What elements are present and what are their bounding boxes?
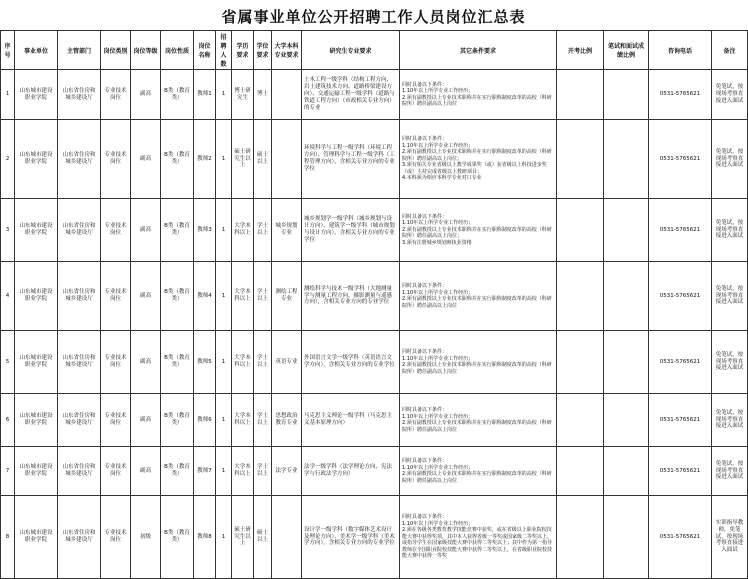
- condition-line: 同时具备以下条件：: [402, 458, 448, 464]
- cell-phone: 0531-5765621: [649, 262, 712, 331]
- cell-ratio: [557, 262, 604, 331]
- cell-no: 7: [1, 447, 15, 496]
- cell-note: 实训指导教师，免笔试，按现场考察直接进入面试: [712, 496, 748, 579]
- condition-line: 1.10年以上所学专业工作经历；: [402, 520, 474, 527]
- cell-nature: B类（教育类）: [161, 120, 194, 199]
- condition-line: 2.须在各级各类教育教学技能竞赛中获奖，或在省级以上职业院校技能大赛中获得奖项，其中本人获得省级一等奖或国家级二等奖以上，或指导学生在国家级技能大赛中获得二等奖以上；其中作为第一指导教师在全国职业院校技能大赛中获得二等奖以上，在省级职业院校技能大赛中获得一等奖: [402, 527, 553, 560]
- table-row: [1, 120, 748, 199]
- cell-edu: 大学本科以上: [232, 262, 254, 331]
- cell-level: 副高: [131, 394, 161, 447]
- cell-unit: 山东城市建设职业学院: [15, 262, 58, 331]
- cell-phone: 0531-5765621: [649, 331, 712, 394]
- cell-category: 专业技术岗位: [101, 70, 131, 120]
- header-dept: 主管部门: [58, 31, 101, 70]
- cell-no: 8: [1, 496, 15, 579]
- cell-count: 1: [216, 447, 232, 496]
- header-major-grad: 研究生专业要求: [302, 31, 400, 70]
- cell-no: 4: [1, 262, 15, 331]
- cell-no: 6: [1, 394, 15, 447]
- condition-line: 同时具备以下条件：: [402, 514, 448, 521]
- cell-degree: 学士以上: [254, 199, 272, 262]
- cell-major-grad: 测绘科学与技术一级学科（大地测量学与测量工程方向、摄影测量与遥感方向），含相关专业方向的专业学位: [302, 262, 400, 331]
- cell-edu: 硕士研究生以上: [232, 496, 254, 579]
- cell-major-grad: 土木工程一级学科（结构工程方向、岩土建筑技术方向、道路桥梁建设方向）、交通运输工程一级学科（道路与铁道工程方向）（市政相关专业方向）的专业: [302, 70, 400, 120]
- cell-score-ratio: [604, 496, 649, 579]
- header-level: 岗位等级: [131, 31, 161, 70]
- table-row: [1, 331, 748, 394]
- condition-line: 1.10年以上所学专业工作经历；: [402, 220, 474, 227]
- cell-level: 初级: [131, 496, 161, 579]
- condition-line: 1.10年以上所学专业工作经历；: [402, 142, 474, 149]
- cell-major-ug: [272, 120, 302, 199]
- cell-degree: 学士以上: [254, 262, 272, 331]
- cell-degree: 硕士以上: [254, 120, 272, 199]
- cell-unit: 山东城市建设职业学院: [15, 331, 58, 394]
- cell-edu: 大学本科以上: [232, 394, 254, 447]
- cell-score-ratio: [604, 331, 649, 394]
- cell-nature: B类（教育类）: [161, 447, 194, 496]
- condition-line: 3.须有相关专业省级以上教学成果奖（或）获省级以上科技进步奖（或）主持完成省级以上教研项目；: [402, 162, 547, 175]
- cell-conditions: [400, 447, 557, 496]
- cell-note: 免笔试，按现场考察直接进入面试: [712, 262, 748, 331]
- cell-ratio: [557, 496, 604, 579]
- condition-line: 2.须有副教授以上专业技术职称并在实行职称制度改革的高校（科研院所）聘任副高以上岗位: [402, 420, 552, 433]
- cell-phone: 0531-5765621: [649, 496, 712, 579]
- condition-line: 2.须有副教授以上专业技术职称并在实行职称制度改革的高校（科研院所）聘任副高以上岗位；: [402, 226, 552, 240]
- cell-no: 1: [1, 70, 15, 120]
- cell-major-grad: 城乡规划学一级学科（城乡规划与设计方向）、建筑学一级学科（城市规划与设计方向），含相关专业方向的专业学位: [302, 199, 400, 262]
- cell-category: 专业技术岗位: [101, 262, 131, 331]
- cell-major-ug: 城乡规划专业: [272, 199, 302, 262]
- cell-nature: B类（教育类）: [161, 199, 194, 262]
- condition-line: 同时具备以下条件：: [402, 283, 448, 289]
- cell-level: 副高: [131, 70, 161, 120]
- cell-phone: 0531-5765621: [649, 120, 712, 199]
- positions-table: [0, 30, 748, 579]
- cell-name: 教师1: [194, 70, 216, 120]
- cell-phone: 0531-5765621: [649, 394, 712, 447]
- condition-line: 2.须有副教授以上专业技术职称并在实行职称制度改革的高校（科研院所）聘任副高以上岗位: [402, 471, 552, 484]
- cell-ratio: [557, 447, 604, 496]
- cell-score-ratio: [604, 70, 649, 120]
- cell-conditions: [400, 199, 557, 262]
- cell-unit: 山东城市建设职业学院: [15, 394, 58, 447]
- cell-degree: 博士: [254, 70, 272, 120]
- table-header-row: [1, 31, 748, 70]
- cell-conditions: [400, 331, 557, 394]
- cell-category: 专业技术岗位: [101, 496, 131, 579]
- cell-phone: 0531-5765621: [649, 447, 712, 496]
- cell-ratio: [557, 120, 604, 199]
- cell-edu: 硕士研究生以上: [232, 120, 254, 199]
- cell-count: 1: [216, 496, 232, 579]
- cell-ratio: [557, 199, 604, 262]
- cell-count: 1: [216, 199, 232, 262]
- condition-line: 1.10年以上所学专业工作经历；: [402, 289, 474, 296]
- cell-category: 专业技术岗位: [101, 120, 131, 199]
- cell-degree: 学士以上: [254, 331, 272, 394]
- cell-count: 1: [216, 394, 232, 447]
- header-note: 备注: [712, 31, 748, 70]
- cell-major-ug: 法学专业: [272, 447, 302, 496]
- cell-count: 1: [216, 331, 232, 394]
- header-category: 岗位类别: [101, 31, 131, 70]
- cell-edu: 大学本科以上: [232, 447, 254, 496]
- cell-no: 2: [1, 120, 15, 199]
- cell-conditions: [400, 120, 557, 199]
- cell-note: 免笔试，按现场考察直接进入面试: [712, 394, 748, 447]
- condition-line: 2.须有副教授以上专业技术职称并在实行职称制度改革的高校（科研院所）聘任副高以上岗位: [402, 362, 552, 375]
- header-major-ug: 大学本科专业要求: [272, 31, 302, 70]
- cell-degree: 学士以上: [254, 447, 272, 496]
- cell-score-ratio: [604, 199, 649, 262]
- cell-edu: 博士研究生: [232, 70, 254, 120]
- condition-line: 同时具备以下条件：: [402, 213, 448, 220]
- cell-unit: 山东城市建设职业学院: [15, 120, 58, 199]
- cell-name: 教师3: [194, 199, 216, 262]
- cell-dept: 山东省住房和城乡建设厅: [58, 496, 101, 579]
- table-row: [1, 447, 748, 496]
- cell-score-ratio: [604, 120, 649, 199]
- cell-major-grad: 环境科学与工程一级学科（环境工程方向）、管理科学与工程一级学科（工程管理方向），含相关专业方向的专业学位: [302, 120, 400, 199]
- cell-level: 副高: [131, 199, 161, 262]
- cell-no: 3: [1, 199, 15, 262]
- cell-category: 专业技术岗位: [101, 447, 131, 496]
- table-container: [0, 30, 747, 560]
- cell-note: 免笔试，按现场考察直接进入面试: [712, 331, 748, 394]
- cell-level: 副高: [131, 262, 161, 331]
- cell-nature: B类（教育类）: [161, 70, 194, 120]
- header-name: 岗位名称: [194, 31, 216, 70]
- cell-category: 专业技术岗位: [101, 199, 131, 262]
- header-degree: 学位要求: [254, 31, 272, 70]
- cell-unit: 山东城市建设职业学院: [15, 496, 58, 579]
- cell-conditions: [400, 70, 557, 120]
- cell-count: 1: [216, 70, 232, 120]
- cell-major-grad: 设计学一级学科（数字媒体艺术设计及理论方向）、美术学一级学科（美术学方向），含相关专业方向的专业学位: [302, 496, 400, 579]
- header-ratio: 开考比例: [557, 31, 604, 70]
- cell-nature: B类（教育类）: [161, 394, 194, 447]
- cell-conditions: [400, 496, 557, 579]
- cell-dept: 山东省住房和城乡建设厅: [58, 199, 101, 262]
- cell-count: 1: [216, 120, 232, 199]
- cell-name: 教师7: [194, 447, 216, 496]
- cell-degree: 学士以上: [254, 394, 272, 447]
- header-count: 招聘人数: [216, 31, 232, 70]
- condition-line: 4.本科须为相应本科学专业对口专业: [402, 175, 482, 182]
- header-score-ratio: 笔试和面试成绩比例: [604, 31, 649, 70]
- cell-name: 教师4: [194, 262, 216, 331]
- cell-dept: 山东省住房和城乡建设厅: [58, 447, 101, 496]
- cell-note: 免笔试，按现场考察直接进入面试: [712, 447, 748, 496]
- condition-line: 同时具备以下条件：: [402, 349, 448, 355]
- cell-level: 副高: [131, 331, 161, 394]
- cell-ratio: [557, 70, 604, 120]
- table-row: [1, 70, 748, 120]
- cell-score-ratio: [604, 394, 649, 447]
- cell-conditions: [400, 262, 557, 331]
- cell-major-ug: 思想政治教育专业: [272, 394, 302, 447]
- cell-dept: 山东省住房和城乡建设厅: [58, 394, 101, 447]
- cell-dept: 山东省住房和城乡建设厅: [58, 331, 101, 394]
- cell-unit: 山东城市建设职业学院: [15, 199, 58, 262]
- cell-nature: B类（教育类）: [161, 262, 194, 331]
- cell-edu: 大学本科以上: [232, 199, 254, 262]
- cell-name: 教师5: [194, 331, 216, 394]
- cell-unit: 山东城市建设职业学院: [15, 70, 58, 120]
- cell-ratio: [557, 331, 604, 394]
- table-row: [1, 262, 748, 331]
- cell-level: 副高: [131, 120, 161, 199]
- cell-major-ug: 测绘工程专业: [272, 262, 302, 331]
- cell-dept: 山东省住房和城乡建设厅: [58, 262, 101, 331]
- cell-phone: 0531-5765621: [649, 199, 712, 262]
- header-nature: 岗位性质: [161, 31, 194, 70]
- cell-category: 专业技术岗位: [101, 331, 131, 394]
- condition-line: 1.10年以上所学专业工作经历；: [402, 413, 474, 420]
- header-no: 序号: [1, 31, 15, 70]
- cell-nature: B类（教育类）: [161, 496, 194, 579]
- cell-degree: 硕士以上: [254, 496, 272, 579]
- cell-name: 教师2: [194, 120, 216, 199]
- cell-count: 1: [216, 262, 232, 331]
- cell-major-ug: 英语专业: [272, 331, 302, 394]
- cell-nature: B类（教育类）: [161, 331, 194, 394]
- header-edu: 学历要求: [232, 31, 254, 70]
- table-row: [1, 496, 748, 579]
- condition-line: 同时具备以下条件：: [402, 407, 448, 413]
- cell-score-ratio: [604, 447, 649, 496]
- condition-line: 2.须有副教授以上专业技术职称并在实行职称制度改革的高校（科研院所）聘任副高以上岗位；: [402, 149, 552, 162]
- cell-dept: 山东省住房和城乡建设厅: [58, 120, 101, 199]
- cell-note: 免笔试，按现场考察直接进入面试: [712, 199, 748, 262]
- cell-major-ug: [272, 70, 302, 120]
- cell-major-ug: [272, 496, 302, 579]
- table-row: [1, 394, 748, 447]
- condition-line: 2.须有副教授以上专业技术职称并在实行职称制度改革的高校（科研院所）聘任副高以上岗位: [402, 296, 552, 309]
- page-title: 省属事业单位公开招聘工作人员岗位汇总表: [221, 8, 526, 26]
- cell-note: 免笔试，按现场考察直接进入面试: [712, 70, 748, 120]
- header-unit: 事业单位: [15, 31, 58, 70]
- cell-major-grad: 马克思主义理论一级学科（马克思主义基本原理方向）: [302, 394, 400, 447]
- condition-line: 同时具备以下条件：: [402, 81, 448, 88]
- cell-major-grad: 法学一级学科（法学理论方向、宪法学与行政法学方向）: [302, 447, 400, 496]
- cell-category: 专业技术岗位: [101, 394, 131, 447]
- table-row: [1, 199, 748, 262]
- header-conditions: 其它条件要求: [400, 31, 557, 70]
- cell-conditions: [400, 394, 557, 447]
- condition-line: 2.须有副教授以上专业技术职称并在实行职称制度改革的高校（科研院所）聘任副高以上岗位: [402, 94, 552, 107]
- cell-name: 教师6: [194, 394, 216, 447]
- condition-line: 同时具备以下条件：: [402, 136, 448, 143]
- cell-dept: 山东省住房和城乡建设厅: [58, 70, 101, 120]
- cell-no: 5: [1, 331, 15, 394]
- condition-line: 3.须有注册城乡规划师执业资格: [402, 239, 472, 246]
- cell-name: 教师8: [194, 496, 216, 579]
- condition-line: 1.10年以上所学专业工作经历；: [402, 88, 474, 94]
- cell-edu: 大学本科以上: [232, 331, 254, 394]
- cell-ratio: [557, 394, 604, 447]
- cell-score-ratio: [604, 262, 649, 331]
- cell-unit: 山东城市建设职业学院: [15, 447, 58, 496]
- condition-line: 1.10年以上所学专业工作经历；: [402, 464, 474, 471]
- condition-line: 1.10年以上所学专业工作经历；: [402, 355, 474, 362]
- header-phone: 咨询电话: [649, 31, 712, 70]
- cell-note: 免笔试，按现场考察直接进入面试: [712, 120, 748, 199]
- cell-level: 副高: [131, 447, 161, 496]
- cell-phone: 0531-5765621: [649, 70, 712, 120]
- cell-major-grad: 外国语言文学一级学科（英语语言文学方向），含相关专业方向的专业学位: [302, 331, 400, 394]
